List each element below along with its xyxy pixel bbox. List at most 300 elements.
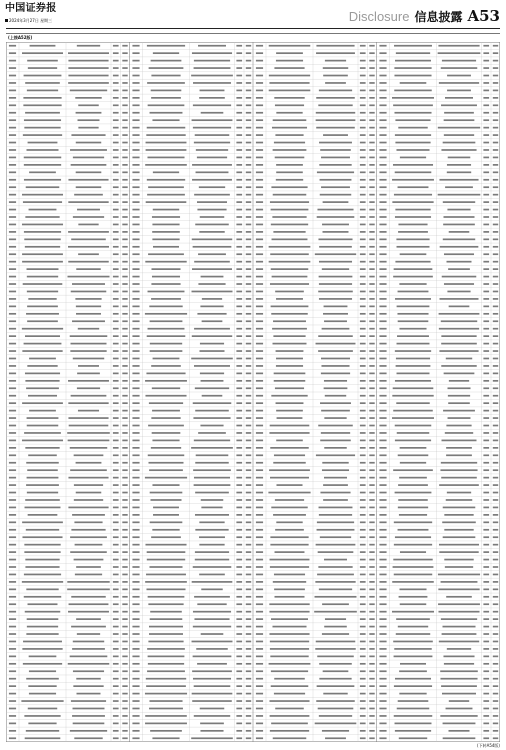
cell-text-placeholder [152, 737, 179, 739]
square-bullet-icon [5, 19, 8, 22]
cell-text-placeholder [369, 112, 374, 114]
cell-text-placeholder [256, 693, 263, 695]
cell-text-placeholder [113, 350, 119, 352]
cell-text-placeholder [132, 633, 139, 635]
cell-text-placeholder [68, 663, 110, 665]
cell-text-placeholder [132, 551, 139, 553]
cell-text-placeholder [145, 693, 187, 695]
cell-text-placeholder [448, 387, 471, 389]
cell-text-placeholder [483, 216, 489, 218]
cell-text-placeholder [360, 343, 366, 345]
cell-text-placeholder [325, 737, 346, 739]
cell-text-placeholder [113, 149, 119, 151]
cell-text-placeholder [369, 656, 374, 658]
cell-text-placeholder [256, 209, 263, 211]
cell-text-placeholder [322, 224, 349, 226]
cell-text-placeholder [493, 268, 498, 270]
cell-text-placeholder [398, 626, 428, 628]
cell-text-placeholder [25, 447, 59, 449]
cell-text-placeholder [246, 97, 251, 99]
cell-text-placeholder [246, 417, 251, 419]
cell-text-placeholder [77, 209, 100, 211]
cell-text-placeholder [270, 447, 308, 449]
cell-text-placeholder [9, 678, 16, 680]
cell-text-placeholder [68, 67, 108, 69]
cell-text-placeholder [315, 648, 355, 650]
cell-text-placeholder [360, 52, 366, 54]
cell-text-placeholder [369, 618, 374, 620]
cell-text-placeholder [71, 291, 107, 293]
cell-text-placeholder [483, 641, 489, 643]
cell-text-placeholder [246, 328, 251, 330]
cell-text-placeholder [369, 119, 374, 121]
cell-text-placeholder [122, 536, 127, 538]
cell-text-placeholder [360, 60, 366, 62]
cell-text-placeholder [76, 142, 101, 144]
cell-text-placeholder [276, 440, 303, 442]
cell-text-placeholder [483, 328, 489, 330]
cell-text-placeholder [22, 536, 62, 538]
cell-text-placeholder [493, 648, 498, 650]
cell-text-placeholder [256, 343, 263, 345]
cell-text-placeholder [9, 633, 16, 635]
cell-text-placeholder [369, 529, 374, 531]
cell-text-placeholder [379, 603, 386, 605]
cell-text-placeholder [369, 134, 374, 136]
cell-text-placeholder [113, 611, 119, 613]
cell-text-placeholder [379, 730, 386, 732]
cell-text-placeholder [360, 201, 366, 203]
cell-text-placeholder [150, 499, 181, 501]
cell-text-placeholder [113, 253, 119, 255]
cell-text-placeholder [256, 328, 263, 330]
cell-text-placeholder [360, 574, 366, 576]
cell-text-placeholder [400, 462, 426, 464]
cell-text-placeholder [275, 157, 305, 159]
cell-text-placeholder [22, 253, 63, 255]
cell-text-placeholder [360, 730, 366, 732]
cell-text-placeholder [360, 350, 366, 352]
cell-text-placeholder [360, 142, 366, 144]
cell-text-placeholder [270, 477, 309, 479]
cell-text-placeholder [27, 618, 59, 620]
cell-text-placeholder [395, 209, 430, 211]
cell-text-placeholder [191, 447, 233, 449]
cell-text-placeholder [113, 700, 119, 702]
cell-text-placeholder [395, 261, 430, 263]
cell-text-placeholder [246, 432, 251, 434]
cell-text-placeholder [26, 730, 59, 732]
cell-text-placeholder [274, 574, 305, 576]
cell-text-placeholder [392, 97, 434, 99]
cell-text-placeholder [246, 52, 251, 54]
cell-text-placeholder [236, 67, 242, 69]
cell-text-placeholder [379, 82, 386, 84]
cell-text-placeholder [24, 574, 61, 576]
cell-text-placeholder [24, 231, 61, 233]
cell-text-placeholder [68, 52, 109, 54]
cell-text-placeholder [379, 641, 386, 643]
cell-text-placeholder [132, 425, 139, 427]
cell-text-placeholder [9, 410, 16, 412]
cell-text-placeholder [369, 365, 374, 367]
cell-text-placeholder [256, 253, 263, 255]
cell-text-placeholder [483, 395, 489, 397]
cell-text-placeholder [27, 291, 58, 293]
cell-text-placeholder [379, 373, 386, 375]
cell-text-placeholder [256, 231, 263, 233]
cell-text-placeholder [199, 350, 224, 352]
cell-text-placeholder [274, 678, 305, 680]
cell-text-placeholder [122, 603, 127, 605]
cell-text-placeholder [132, 224, 139, 226]
cell-text-placeholder [148, 291, 185, 293]
cell-text-placeholder [236, 648, 242, 650]
cell-text-placeholder [194, 685, 231, 687]
cell-text-placeholder [395, 440, 431, 442]
cell-text-placeholder [379, 514, 386, 516]
cell-text-placeholder [379, 454, 386, 456]
cell-text-placeholder [246, 536, 251, 538]
cell-text-placeholder [147, 157, 184, 159]
cell-text-placeholder [236, 253, 242, 255]
cell-text-placeholder [195, 224, 229, 226]
cell-text-placeholder [448, 402, 470, 404]
cell-text-placeholder [24, 127, 60, 129]
cell-text-placeholder [394, 574, 432, 576]
cell-text-placeholder [483, 737, 489, 739]
cell-text-placeholder [493, 194, 498, 196]
cell-text-placeholder [246, 142, 251, 144]
cell-text-placeholder [442, 60, 476, 62]
cell-text-placeholder [132, 588, 139, 590]
cell-text-placeholder [493, 134, 498, 136]
cell-text-placeholder [369, 343, 374, 345]
cell-text-placeholder [483, 104, 489, 106]
cell-text-placeholder [369, 82, 374, 84]
cell-text-placeholder [394, 648, 431, 650]
cell-text-placeholder [369, 186, 374, 188]
cell-text-placeholder [122, 112, 127, 114]
cell-text-placeholder [445, 97, 473, 99]
cell-text-placeholder [122, 484, 127, 486]
cell-text-placeholder [360, 328, 366, 330]
cell-text-placeholder [493, 440, 498, 442]
cell-text-placeholder [395, 536, 431, 538]
cell-text-placeholder [132, 574, 139, 576]
cell-text-placeholder [236, 209, 242, 211]
cell-text-placeholder [256, 149, 263, 151]
cell-text-placeholder [132, 268, 139, 270]
cell-text-placeholder [439, 484, 479, 486]
cell-text-placeholder [246, 454, 251, 456]
cell-text-placeholder [22, 581, 63, 583]
cell-text-placeholder [318, 335, 353, 337]
cell-text-placeholder [132, 678, 139, 680]
cell-text-placeholder [369, 60, 374, 62]
cell-text-placeholder [483, 447, 489, 449]
cell-text-placeholder [132, 171, 139, 173]
cell-text-placeholder [236, 432, 242, 434]
cell-text-placeholder [25, 507, 61, 509]
cell-text-placeholder [360, 335, 366, 337]
cell-text-placeholder [396, 402, 429, 404]
cell-text-placeholder [27, 492, 58, 494]
cell-text-placeholder [493, 119, 498, 121]
cell-text-placeholder [145, 581, 187, 583]
cell-text-placeholder [445, 432, 473, 434]
cell-text-placeholder [256, 737, 263, 739]
cell-text-placeholder [113, 320, 119, 322]
cell-text-placeholder [256, 306, 263, 308]
cell-text-placeholder [236, 507, 242, 509]
cell-text-placeholder [69, 425, 109, 427]
cell-text-placeholder [323, 75, 348, 77]
cell-text-placeholder [236, 119, 242, 121]
cell-text-placeholder [122, 685, 127, 687]
cell-text-placeholder [148, 186, 184, 188]
cell-text-placeholder [195, 514, 229, 516]
cell-text-placeholder [26, 588, 58, 590]
cell-text-placeholder [270, 648, 309, 650]
cell-text-placeholder [379, 708, 386, 710]
cell-text-placeholder [400, 82, 427, 84]
cell-text-placeholder [449, 306, 470, 308]
cell-text-placeholder [440, 469, 477, 471]
cell-text-placeholder [73, 157, 104, 159]
cell-text-placeholder [70, 551, 107, 553]
cell-text-placeholder [113, 521, 119, 523]
cell-text-placeholder [397, 306, 430, 308]
cell-text-placeholder [122, 97, 127, 99]
cell-text-placeholder [71, 134, 105, 136]
cell-text-placeholder [147, 194, 185, 196]
cell-text-placeholder [149, 67, 184, 69]
cell-text-placeholder [369, 551, 374, 553]
cell-text-placeholder [236, 700, 242, 702]
cell-text-placeholder [113, 529, 119, 531]
cell-text-placeholder [322, 462, 348, 464]
cell-text-placeholder [360, 157, 366, 159]
cell-text-placeholder [193, 127, 231, 129]
cell-text-placeholder [393, 559, 432, 561]
cell-text-placeholder [324, 417, 346, 419]
cell-text-placeholder [448, 268, 470, 270]
cell-text-placeholder [360, 484, 366, 486]
cell-text-placeholder [122, 641, 127, 643]
cell-text-placeholder [256, 246, 263, 248]
cell-text-placeholder [447, 75, 471, 77]
cell-text-placeholder [369, 715, 374, 717]
cell-text-placeholder [236, 201, 242, 203]
cell-text-placeholder [113, 75, 119, 77]
cell-text-placeholder [316, 45, 354, 47]
cell-text-placeholder [444, 373, 475, 375]
cell-text-placeholder [318, 551, 354, 553]
cell-text-placeholder [256, 45, 263, 47]
cell-text-placeholder [132, 484, 139, 486]
cell-text-placeholder [113, 119, 119, 121]
cell-text-placeholder [393, 410, 433, 412]
cell-text-placeholder [360, 507, 366, 509]
cell-text-placeholder [360, 320, 366, 322]
cell-text-placeholder [194, 618, 229, 620]
cell-text-placeholder [236, 112, 242, 114]
cell-text-placeholder [246, 231, 251, 233]
cell-text-placeholder [246, 171, 251, 173]
cell-text-placeholder [122, 499, 127, 501]
cell-text-placeholder [9, 186, 16, 188]
cell-text-placeholder [322, 328, 350, 330]
cell-text-placeholder [360, 648, 366, 650]
cell-text-placeholder [256, 320, 263, 322]
cell-text-placeholder [269, 246, 311, 248]
cell-text-placeholder [392, 417, 434, 419]
cell-text-placeholder [493, 358, 498, 360]
cell-text-placeholder [379, 298, 386, 300]
fund-listing-grid [6, 42, 500, 742]
cell-text-placeholder [113, 395, 119, 397]
cell-text-placeholder [9, 261, 16, 263]
cell-text-placeholder [360, 693, 366, 695]
cell-text-placeholder [68, 380, 109, 382]
cell-text-placeholder [256, 201, 263, 203]
cell-text-placeholder [439, 551, 478, 553]
cell-text-placeholder [9, 320, 16, 322]
cell-text-placeholder [369, 231, 374, 233]
cell-text-placeholder [369, 678, 374, 680]
cell-text-placeholder [483, 648, 489, 650]
cell-text-placeholder [493, 410, 498, 412]
cell-text-placeholder [379, 276, 386, 278]
cell-text-placeholder [30, 45, 56, 47]
cell-text-placeholder [76, 306, 101, 308]
cell-text-placeholder [27, 276, 58, 278]
cell-text-placeholder [256, 708, 263, 710]
cell-text-placeholder [320, 149, 351, 151]
cell-text-placeholder [113, 559, 119, 561]
cell-text-placeholder [27, 90, 58, 92]
cell-text-placeholder [321, 157, 350, 159]
cell-text-placeholder [246, 410, 251, 412]
cell-text-placeholder [493, 566, 498, 568]
cell-text-placeholder [132, 283, 139, 285]
cell-text-placeholder [272, 626, 306, 628]
cell-text-placeholder [360, 90, 366, 92]
cell-text-placeholder [256, 261, 263, 263]
cell-text-placeholder [379, 238, 386, 240]
cell-text-placeholder [379, 611, 386, 613]
cell-text-placeholder [369, 127, 374, 129]
cell-text-placeholder [246, 648, 251, 650]
cell-text-placeholder [483, 67, 489, 69]
cell-text-placeholder [483, 335, 489, 337]
cell-text-placeholder [113, 447, 119, 449]
cell-text-placeholder [196, 648, 228, 650]
cell-text-placeholder [236, 134, 242, 136]
cell-text-placeholder [122, 559, 127, 561]
cell-text-placeholder [132, 611, 139, 613]
cell-text-placeholder [369, 730, 374, 732]
cell-text-placeholder [122, 127, 127, 129]
cell-text-placeholder [369, 395, 374, 397]
cell-text-placeholder [483, 201, 489, 203]
cell-text-placeholder [276, 365, 303, 367]
cell-text-placeholder [392, 611, 434, 613]
cell-text-placeholder [379, 60, 386, 62]
cell-text-placeholder [236, 224, 242, 226]
cell-text-placeholder [27, 306, 58, 308]
cell-text-placeholder [379, 320, 386, 322]
cell-text-placeholder [440, 715, 477, 717]
cell-text-placeholder [9, 142, 16, 144]
cell-text-placeholder [379, 551, 386, 553]
section-heading [349, 7, 500, 25]
cell-text-placeholder [369, 67, 374, 69]
cell-text-placeholder [493, 730, 498, 732]
cell-text-placeholder [246, 678, 251, 680]
cell-text-placeholder [132, 402, 139, 404]
cell-text-placeholder [132, 67, 139, 69]
cell-text-placeholder [9, 723, 16, 725]
cell-text-placeholder [379, 484, 386, 486]
cell-text-placeholder [483, 663, 489, 665]
cell-text-placeholder [246, 320, 251, 322]
cell-text-placeholder [493, 291, 498, 293]
cell-text-placeholder [113, 670, 119, 672]
cell-text-placeholder [369, 238, 374, 240]
cell-text-placeholder [379, 90, 386, 92]
cell-text-placeholder [256, 164, 263, 166]
cell-text-placeholder [323, 134, 348, 136]
cell-text-placeholder [9, 685, 16, 687]
cell-text-placeholder [132, 656, 139, 658]
cell-text-placeholder [256, 186, 263, 188]
cell-text-placeholder [236, 492, 242, 494]
cell-text-placeholder [493, 559, 498, 561]
cell-text-placeholder [28, 454, 57, 456]
cell-text-placeholder [246, 656, 251, 658]
cell-text-placeholder [276, 484, 302, 486]
cell-text-placeholder [493, 97, 498, 99]
cell-text-placeholder [493, 417, 498, 419]
cell-text-placeholder [256, 462, 263, 464]
cell-text-placeholder [113, 737, 119, 739]
cell-text-placeholder [122, 492, 127, 494]
cell-text-placeholder [273, 149, 307, 151]
cell-text-placeholder [272, 127, 307, 129]
cell-text-placeholder [122, 462, 127, 464]
cell-text-placeholder [444, 134, 474, 136]
cell-text-placeholder [151, 447, 181, 449]
cell-text-placeholder [369, 507, 374, 509]
cell-text-placeholder [379, 164, 386, 166]
cell-text-placeholder [317, 529, 355, 531]
cell-text-placeholder [122, 514, 127, 516]
cell-text-placeholder [256, 291, 263, 293]
cell-text-placeholder [236, 633, 242, 635]
cell-text-placeholder [256, 402, 263, 404]
cell-text-placeholder [319, 298, 352, 300]
cell-text-placeholder [399, 328, 426, 330]
cell-text-placeholder [132, 127, 139, 129]
cell-text-placeholder [369, 484, 374, 486]
cell-text-placeholder [379, 521, 386, 523]
cell-text-placeholder [113, 157, 119, 159]
cell-text-placeholder [360, 224, 366, 226]
cell-text-placeholder [9, 127, 16, 129]
cell-text-placeholder [113, 410, 119, 412]
